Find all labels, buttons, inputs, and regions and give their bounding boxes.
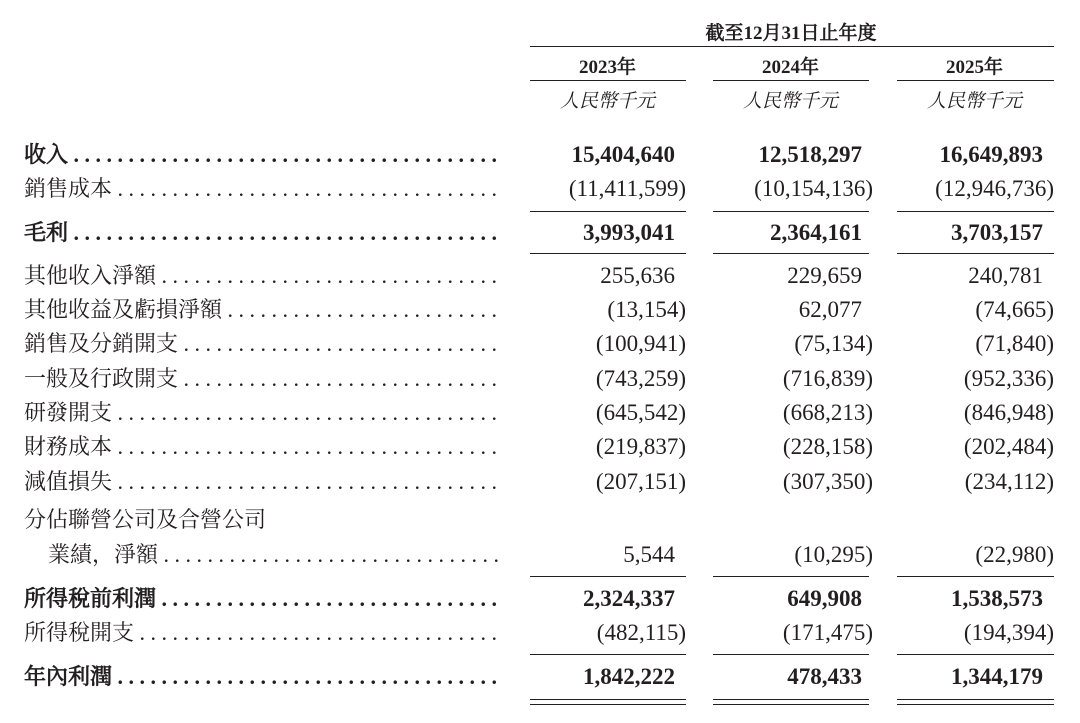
value-2025: 16,649,893 bbox=[939, 142, 1043, 167]
total-double-rule-2024-b bbox=[713, 704, 869, 705]
value-2024: 478,433 bbox=[787, 664, 862, 689]
value-2023: 3,993,041 bbox=[583, 220, 675, 245]
net-rule-2024 bbox=[713, 654, 869, 655]
value-2024: (75,134) bbox=[794, 331, 873, 356]
year-rule-2024 bbox=[713, 80, 869, 81]
value-2023: (482,115) bbox=[596, 620, 686, 645]
value-2023: (207,151) bbox=[595, 469, 686, 494]
row-other-gains-losses bbox=[0, 293, 1080, 327]
row-label: 減值損失 . . . bbox=[24, 465, 500, 499]
year-rule-2023 bbox=[530, 80, 686, 81]
year-header-2024: 2024年 bbox=[761, 57, 819, 78]
value-2023: (645,542) bbox=[595, 400, 686, 425]
row-label: 銷售成本 . . . bbox=[24, 172, 500, 206]
row-impairment bbox=[0, 465, 1080, 499]
value-2024: (10,154,136) bbox=[754, 176, 873, 201]
value-2024: (228,158) bbox=[782, 434, 873, 459]
row-label: 財務成本 . . . bbox=[24, 430, 500, 464]
value-2024: (307,350) bbox=[782, 469, 873, 494]
row-share-of-associates-heading bbox=[0, 503, 1080, 537]
row-label: 所得稅前利潤 . . . bbox=[24, 582, 500, 616]
value-2023: 2,324,337 bbox=[583, 586, 675, 611]
value-2025: (74,665) bbox=[975, 297, 1054, 322]
value-2024: 62,077 bbox=[798, 297, 862, 322]
pretax-rule-2025 bbox=[897, 576, 1054, 577]
row-rnd bbox=[0, 396, 1080, 430]
row-label: 研發開支 . . . bbox=[24, 396, 500, 430]
value-2025: (234,112) bbox=[964, 469, 1054, 494]
value-2023: 255,636 bbox=[600, 263, 675, 288]
value-2025: 3,703,157 bbox=[951, 220, 1043, 245]
total-double-rule-2023-b bbox=[530, 704, 686, 705]
unit-label-2023: 人民幣千元 bbox=[559, 91, 655, 112]
row-profit-for-year bbox=[0, 660, 1080, 694]
value-2023: (13,154) bbox=[607, 297, 686, 322]
period-rule bbox=[530, 46, 1054, 47]
value-2025: (22,980) bbox=[975, 542, 1054, 567]
row-general-admin bbox=[0, 362, 1080, 396]
value-2025: (12,946,736) bbox=[935, 176, 1054, 201]
value-2024: 2,364,161 bbox=[770, 220, 862, 245]
row-finance-costs bbox=[0, 430, 1080, 464]
value-2023: 5,544 bbox=[623, 542, 675, 567]
value-2025: 1,344,179 bbox=[951, 664, 1043, 689]
row-label: 分佔聯營公司及合營公司 bbox=[24, 507, 267, 532]
row-selling-distribution bbox=[0, 327, 1080, 361]
row-label: 毛利 . . . bbox=[24, 216, 500, 250]
total-double-rule-2023-a bbox=[530, 699, 686, 700]
value-2025: (846,948) bbox=[963, 400, 1054, 425]
value-2023: (11,411,599) bbox=[568, 176, 686, 201]
value-2024: 649,908 bbox=[787, 586, 862, 611]
pretax-rule-2023 bbox=[530, 576, 686, 577]
net-rule-2025 bbox=[897, 654, 1054, 655]
value-2024: 12,518,297 bbox=[758, 142, 862, 167]
row-other-income bbox=[0, 259, 1080, 293]
row-profit-before-tax bbox=[0, 582, 1080, 616]
year-header-2023: 2023年 bbox=[578, 57, 636, 78]
value-2023: (100,941) bbox=[595, 331, 686, 356]
value-2024: (10,295) bbox=[794, 542, 873, 567]
period-heading: 截至12月31日止年度 bbox=[705, 23, 877, 44]
value-2024: (716,839) bbox=[782, 366, 873, 391]
gross-profit-rule-2023 bbox=[530, 253, 686, 254]
row-label: 業績，淨額 . . . bbox=[48, 538, 500, 572]
year-rule-2025 bbox=[897, 80, 1054, 81]
row-cost-of-sales bbox=[0, 172, 1080, 206]
value-2023: (743,259) bbox=[595, 366, 686, 391]
value-2024: (668,213) bbox=[782, 400, 873, 425]
value-2025: (202,484) bbox=[963, 434, 1054, 459]
subtotal-rule-2025 bbox=[897, 211, 1054, 212]
pretax-rule-2024 bbox=[713, 576, 869, 577]
value-2025: (194,394) bbox=[963, 620, 1054, 645]
row-label: 所得稅開支 . . . bbox=[24, 616, 500, 650]
gross-profit-rule-2025 bbox=[897, 253, 1054, 254]
value-2023: 1,842,222 bbox=[583, 664, 675, 689]
year-header-2025: 2025年 bbox=[945, 57, 1003, 78]
subtotal-rule-2023 bbox=[530, 211, 686, 212]
subtotal-rule-2024 bbox=[713, 211, 869, 212]
row-label: 一般及行政開支 . . . bbox=[24, 362, 500, 396]
value-2025: 240,781 bbox=[968, 263, 1043, 288]
value-2025: (71,840) bbox=[975, 331, 1054, 356]
row-label: 銷售及分銷開支 . . . bbox=[24, 327, 500, 361]
value-2024: 229,659 bbox=[787, 263, 862, 288]
value-2024: (171,475) bbox=[782, 620, 873, 645]
total-double-rule-2025-a bbox=[897, 699, 1054, 700]
total-double-rule-2024-a bbox=[713, 699, 869, 700]
row-income-tax bbox=[0, 616, 1080, 650]
gross-profit-rule-2024 bbox=[713, 253, 869, 254]
row-label: 其他收益及虧損淨額 . . . bbox=[24, 293, 500, 327]
row-label: 其他收入淨額 . . . bbox=[24, 259, 500, 293]
value-2025: (952,336) bbox=[963, 366, 1054, 391]
total-double-rule-2025-b bbox=[897, 704, 1054, 705]
unit-label-2025: 人民幣千元 bbox=[926, 91, 1022, 112]
row-label: 年內利潤 . . . bbox=[24, 660, 500, 694]
row-label: 收入 . . . bbox=[24, 138, 500, 172]
unit-label-2024: 人民幣千元 bbox=[742, 91, 838, 112]
row-revenue bbox=[0, 138, 1080, 172]
row-gross-profit bbox=[0, 216, 1080, 250]
value-2025: 1,538,573 bbox=[951, 586, 1043, 611]
row-share-of-associates bbox=[0, 538, 1080, 572]
value-2023: 15,404,640 bbox=[571, 142, 675, 167]
net-rule-2023 bbox=[530, 654, 686, 655]
value-2023: (219,837) bbox=[595, 434, 686, 459]
